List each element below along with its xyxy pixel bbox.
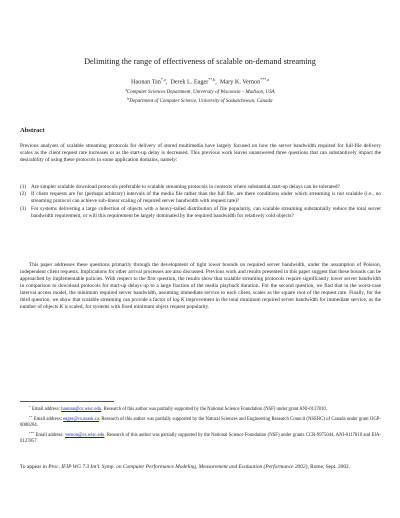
footnote [20, 404, 381, 413]
list-item [20, 191, 381, 205]
publication-note [20, 464, 381, 471]
questions-list [20, 184, 381, 220]
abstract-text: improvement in the total minimum required server bandwidth for immediate service, as the number of objects [20, 297, 381, 311]
affiliation-mark: b [127, 97, 130, 101]
list-item [20, 206, 381, 220]
footnote-text: . Research of this author was partially supported by the National Science Foundation (NSF) under grants CCR-9975044, ANI-0117810 and EIA-0127857. [20, 432, 381, 444]
list-number: (2) [20, 191, 27, 198]
abstract-paragraph [20, 262, 381, 311]
author-marks: *,a [160, 77, 166, 82]
email-link[interactable]: vernon@cs.wisc.edu [64, 432, 105, 438]
list-text: For systems delivering a large collection of objects with a heavy-tailed distribution of file popularity, can scalable streaming substantially reduce the total server bandwidth requirement, or will this requirement be largely dominated by the required bandwidth for relatively cold objects? [31, 205, 381, 219]
author-name: Mary K. Vernon [219, 78, 261, 86]
footnote-prefix: Email address: [33, 416, 64, 422]
author-marks: ***,a [260, 77, 269, 82]
footnote-mark: ** [29, 414, 33, 419]
email-link[interactable]: eager@cs.usask.ca [63, 416, 99, 422]
publication-prefix: To appear in [20, 464, 49, 470]
math-log-k: log K [172, 297, 185, 304]
list-text: Are simpler scalable download protocols preferable to scalable streaming protocols in contexts where substantial start-up delays can be tolerated? [31, 184, 340, 190]
footnote-prefix: Email address: [31, 407, 62, 412]
list-number: (3) [20, 205, 27, 212]
footnotes [20, 404, 381, 446]
footnote [20, 414, 381, 429]
affiliation-text: Department of Computer Science, University of Saskatchewan, Canada [129, 99, 273, 104]
math-k: K [59, 304, 64, 311]
affiliation-mark: a [125, 88, 127, 92]
abstract-paragraph: Previous analyses of scalable streaming protocols for delivery of stored multimedia have largely focused on how the server bandwidth required for full-file delivery scales as the client request rate increases or as the start-up delay is decreased. This previous work leaves unanswered three questions that can substantively impact the desirability of using these protocols in some application domains, namely: [20, 143, 381, 164]
footnote-mark: *** [29, 430, 35, 435]
abstract-heading: Abstract [20, 127, 45, 134]
abstract-text: is scaled, for systems with fixed minimum object request popularity. [63, 304, 210, 311]
author-marks: **,b [208, 77, 216, 82]
paper-title: Delimiting the range of effectiveness of scalable on-demand streaming [84, 57, 316, 66]
footnote-prefix: Email address: [35, 432, 65, 438]
footnote-divider [20, 401, 114, 402]
footnote [20, 430, 381, 445]
publication-suffix: , Rome, Sept. 2002. [307, 464, 351, 470]
affiliation [20, 96, 380, 106]
footnote-text: . Research of this author was partially supported by the Natural Sciences and Engineering Research Council (NSERC) of Canada under grant OGP-0000264. [20, 416, 382, 428]
abstract-text: This paper addresses these questions primarily through the development of tight lower bounds on required server bandwidth, under the assumption of Poisson, independent client requests. Implications for other arrival processes are also discussed. Previous work and results presented in this paper suggest that these bounds can be approached by implementable policies. With respect to the first question, the results show that scalable streaming protocols require significantly lower server bandwidth in comparison to download protocols for start-up delays up to a large fraction of the media playback duration. For the second question, we find that in the worst-case interval access model, the minimum required server bandwidth, assuming immediate service to each client, scales as the square root of the request rate. Finally, for the third question, we show that scalable streaming can provide a factor of [20, 262, 381, 304]
author-name: Haonan Tan [131, 78, 161, 86]
footnote-mark: * [29, 405, 31, 409]
footnote-text: . Research of this author was partially supported by the National Science Foundation (NSF) under grant ANI-0117810. [101, 407, 327, 412]
publication-venue: Proc. IFIP WG 7.3 Int'l. Symp. on Computer Performance Modeling, Measurement and Evaluation (Performance 2002) [48, 464, 308, 470]
list-text: If client requests are for (perhaps arbitrary) intervals of the media file rather than the full file, are there conditions under which streaming is not scalable (i.e., no streaming protocol can achieve sub-linear scaling of required server bandwidth with request rate)? [31, 191, 381, 205]
author-list: Haonan Tan$^{*,a}$, Derek L. Eager$^{**,b}$, Mary K. Vernon$^{***,a}$ [131, 77, 269, 86]
affiliation-text: Computer Sciences Department, University of Wisconsin – Madison, USA [126, 90, 275, 95]
list-item [20, 184, 381, 191]
author-name: Derek L. Eager [170, 78, 209, 86]
list-number: (1) [20, 184, 27, 190]
email-link[interactable]: haonan@cs.wisc.edu [61, 407, 102, 412]
